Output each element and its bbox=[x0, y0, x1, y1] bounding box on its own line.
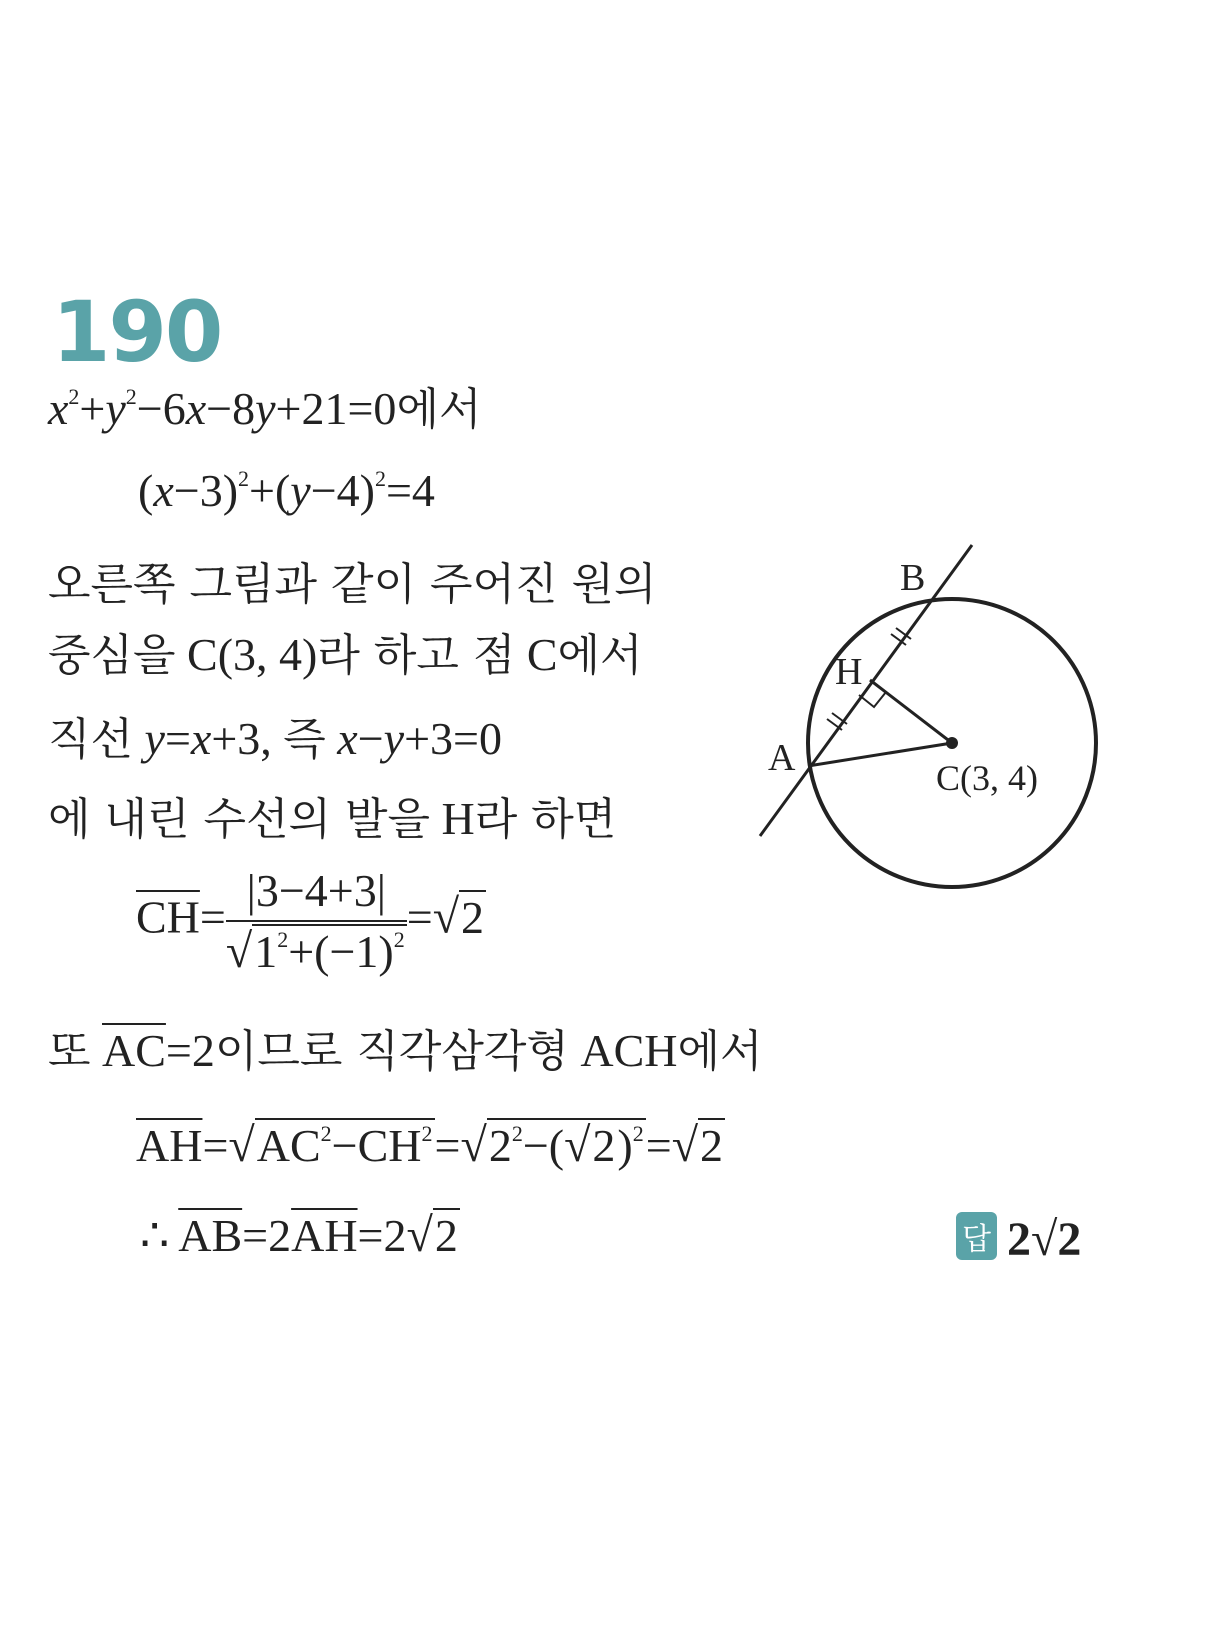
equation-circle-general: $x^2+y^2-6x-8y+21=0$에서 bbox=[48, 383, 482, 435]
text-line-straight: 직선 y=x+3, 즉 x−y+3=0 bbox=[48, 713, 502, 765]
label-b: B bbox=[900, 557, 926, 599]
segment-ac bbox=[808, 743, 952, 766]
text-line-figure: 오른쪽 그림과 같이 주어진 원의 bbox=[48, 559, 657, 610]
text-line-center: 중심을 C(3, 4)라 하고 점 C에서 bbox=[48, 629, 643, 681]
label-a: A bbox=[768, 737, 796, 779]
label-c: C(3, 4) bbox=[936, 758, 1038, 798]
segment-ch bbox=[870, 680, 952, 743]
equation-ab: ∴ $\overline{AB}=2\overline{AH}=2√2$ bbox=[140, 1209, 458, 1262]
text-line-foot: 에 내린 수선의 발을 H라 하면 bbox=[48, 793, 617, 845]
answer-value: 2√2 bbox=[1006, 1213, 1082, 1266]
label-h: H bbox=[835, 651, 863, 693]
equation-ch-distance: $\overline{CH}=$ $\frac{|3-4+3|}{√1^2+(-1)^2}$ =√2 bbox=[136, 865, 485, 978]
answer-badge: 답 bbox=[956, 1212, 997, 1260]
problem-number: 190 bbox=[52, 283, 222, 381]
equation-circle-standard: $(x-3)^2+(y-4)^2=4$ bbox=[138, 465, 435, 516]
center-point bbox=[946, 737, 958, 749]
equation-ah: $\overline{AH}=√AC^2-\overline{CH}^2=√2^2-(√2)^2=√2$ bbox=[136, 1119, 724, 1172]
text-eseo: 에서 bbox=[396, 384, 482, 435]
text-line-ac: 또 $\overline{AC}=2$이므로 직각삼각형 ACH에서 bbox=[48, 1025, 763, 1077]
